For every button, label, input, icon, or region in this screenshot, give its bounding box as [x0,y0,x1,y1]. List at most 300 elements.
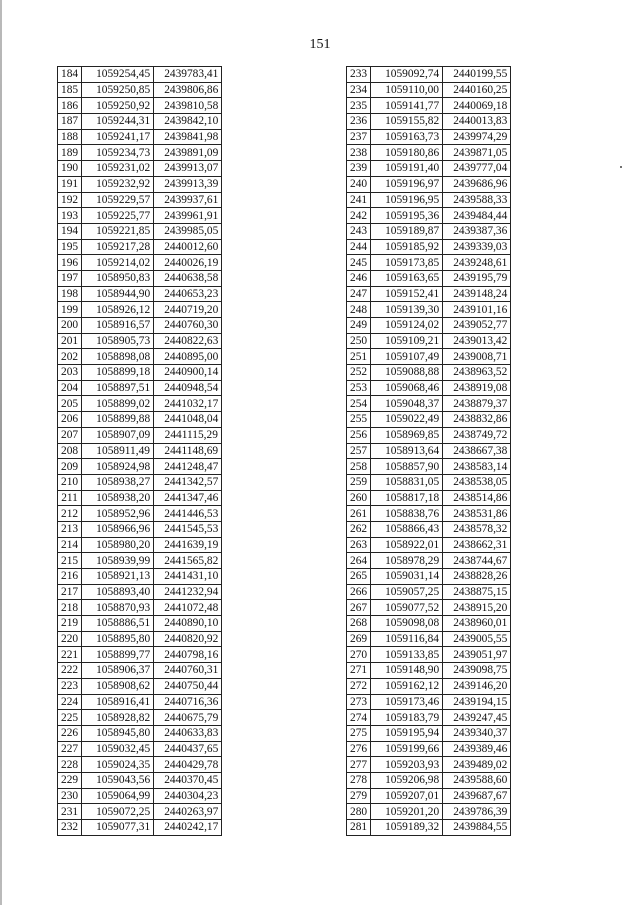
y-coordinate-cell: 2440370,45 [154,772,222,788]
table-row [58,600,222,616]
point-number-cell: 238 [347,145,371,161]
y-coordinate-cell: 2440633,83 [154,725,222,741]
y-coordinate-cell: 2441639,19 [154,537,222,553]
x-coordinate-cell: 1058938,27 [82,474,154,490]
x-coordinate-cell: 1058831,05 [371,474,443,490]
x-coordinate-cell: 1059221,85 [82,223,154,239]
point-number-cell: 191 [58,176,82,192]
point-number-cell: 264 [347,553,371,569]
x-coordinate-cell: 1058899,88 [82,412,154,428]
point-number-cell: 232 [58,820,82,836]
table-row [58,223,222,239]
x-coordinate-cell: 1059180,86 [371,145,443,161]
point-number-cell: 220 [58,631,82,647]
table-row [58,506,222,522]
x-coordinate-cell: 1059234,73 [82,145,154,161]
x-coordinate-cell: 1059124,02 [371,318,443,334]
table-row [347,569,511,585]
x-coordinate-cell: 1059189,32 [371,820,443,836]
x-coordinate-cell: 1058980,20 [82,537,154,553]
point-number-cell: 196 [58,255,82,271]
x-coordinate-cell: 1058899,02 [82,396,154,412]
point-number-cell: 253 [347,380,371,396]
x-coordinate-cell: 1059098,08 [371,616,443,632]
table-row [347,663,511,679]
y-coordinate-cell: 2440263,97 [154,804,222,820]
point-number-cell: 276 [347,741,371,757]
y-coordinate-cell: 2439842,10 [154,114,222,130]
y-coordinate-cell: 2438744,67 [443,553,511,569]
x-coordinate-cell: 1059152,41 [371,286,443,302]
point-number-cell: 221 [58,647,82,663]
table-row [58,98,222,114]
y-coordinate-cell: 2438667,38 [443,443,511,459]
point-number-cell: 266 [347,584,371,600]
point-number-cell: 251 [347,349,371,365]
y-coordinate-cell: 2440900,14 [154,365,222,381]
point-number-cell: 277 [347,757,371,773]
table-row [347,459,511,475]
point-number-cell: 268 [347,616,371,632]
point-number-cell: 275 [347,725,371,741]
y-coordinate-cell: 2439248,61 [443,255,511,271]
x-coordinate-cell: 1059206,98 [371,772,443,788]
point-number-cell: 200 [58,318,82,334]
table-row [347,365,511,381]
table-row [347,506,511,522]
table-row [58,129,222,145]
x-coordinate-cell: 1059155,82 [371,114,443,130]
y-coordinate-cell: 2439195,79 [443,270,511,286]
x-coordinate-cell: 1058966,96 [82,521,154,537]
scan-speck [620,166,622,168]
x-coordinate-cell: 1059207,01 [371,788,443,804]
table-row [58,741,222,757]
x-coordinate-cell: 1058899,18 [82,365,154,381]
x-coordinate-cell: 1058944,90 [82,286,154,302]
y-coordinate-cell: 2441431,10 [154,569,222,585]
point-number-cell: 267 [347,600,371,616]
x-coordinate-cell: 1059068,46 [371,380,443,396]
x-coordinate-cell: 1059109,21 [371,333,443,349]
point-number-cell: 257 [347,443,371,459]
point-number-cell: 274 [347,710,371,726]
y-coordinate-cell: 2438514,86 [443,490,511,506]
point-number-cell: 225 [58,710,82,726]
x-coordinate-cell: 1058924,98 [82,459,154,475]
table-row [58,757,222,773]
x-coordinate-cell: 1058916,41 [82,694,154,710]
x-coordinate-cell: 1058938,20 [82,490,154,506]
point-number-cell: 224 [58,694,82,710]
x-coordinate-cell: 1059057,25 [371,584,443,600]
table-row [347,98,511,114]
table-row [58,318,222,334]
x-coordinate-cell: 1059043,56 [82,772,154,788]
table-row [58,161,222,177]
y-coordinate-cell: 2440437,65 [154,741,222,757]
y-coordinate-cell: 2441115,29 [154,427,222,443]
point-number-cell: 186 [58,98,82,114]
table-row [58,302,222,318]
table-row [347,333,511,349]
x-coordinate-cell: 1058939,99 [82,553,154,569]
point-number-cell: 190 [58,161,82,177]
table-row [58,474,222,490]
table-row [347,804,511,820]
x-coordinate-cell: 1058978,29 [371,553,443,569]
point-number-cell: 255 [347,412,371,428]
y-coordinate-cell: 2440719,20 [154,302,222,318]
page-number: 151 [309,37,331,52]
x-coordinate-cell: 1059196,97 [371,176,443,192]
table-row [58,396,222,412]
y-coordinate-cell: 2439148,24 [443,286,511,302]
point-number-cell: 205 [58,396,82,412]
y-coordinate-cell: 2439051,97 [443,647,511,663]
point-number-cell: 259 [347,474,371,490]
point-number-cell: 184 [58,67,82,83]
point-number-cell: 195 [58,239,82,255]
x-coordinate-cell: 1059088,88 [371,365,443,381]
x-coordinate-cell: 1059024,35 [82,757,154,773]
y-coordinate-cell: 2439005,55 [443,631,511,647]
y-coordinate-cell: 2438915,20 [443,600,511,616]
point-number-cell: 280 [347,804,371,820]
point-number-cell: 262 [347,521,371,537]
point-number-cell: 187 [58,114,82,130]
table-row [347,788,511,804]
point-number-cell: 201 [58,333,82,349]
point-number-cell: 243 [347,223,371,239]
point-number-cell: 236 [347,114,371,130]
point-number-cell: 207 [58,427,82,443]
x-coordinate-cell: 1059022,49 [371,412,443,428]
x-coordinate-cell: 1059203,93 [371,757,443,773]
y-coordinate-cell: 2439052,77 [443,318,511,334]
table-row [347,302,511,318]
table-row [347,678,511,694]
y-coordinate-cell: 2439008,71 [443,349,511,365]
x-coordinate-cell: 1058916,57 [82,318,154,334]
table-row [347,380,511,396]
table-row [58,380,222,396]
table-row [347,67,511,83]
table-row [347,647,511,663]
y-coordinate-cell: 2441347,46 [154,490,222,506]
table-row [347,741,511,757]
y-coordinate-cell: 2439389,46 [443,741,511,757]
y-coordinate-cell: 2439985,05 [154,223,222,239]
point-number-cell: 249 [347,318,371,334]
y-coordinate-cell: 2441148,69 [154,443,222,459]
x-coordinate-cell: 1059092,74 [371,67,443,83]
point-number-cell: 239 [347,161,371,177]
point-number-cell: 252 [347,365,371,381]
x-coordinate-cell: 1059254,45 [82,67,154,83]
x-coordinate-cell: 1059110,00 [371,82,443,98]
table-row [58,820,222,836]
y-coordinate-cell: 2440948,54 [154,380,222,396]
y-coordinate-cell: 2439777,04 [443,161,511,177]
table-row [58,145,222,161]
point-number-cell: 231 [58,804,82,820]
table-row [347,239,511,255]
table-row [347,255,511,271]
x-coordinate-cell: 1058950,83 [82,270,154,286]
point-number-cell: 270 [347,647,371,663]
table-row [58,349,222,365]
x-coordinate-cell: 1058926,12 [82,302,154,318]
table-row [58,255,222,271]
point-number-cell: 193 [58,208,82,224]
table-row [58,270,222,286]
table-row [347,725,511,741]
point-number-cell: 261 [347,506,371,522]
table-row [347,192,511,208]
point-number-cell: 226 [58,725,82,741]
x-coordinate-cell: 1059077,52 [371,600,443,616]
table-row [347,396,511,412]
point-number-cell: 194 [58,223,82,239]
table-row [347,443,511,459]
table-row [347,427,511,443]
y-coordinate-cell: 2441248,47 [154,459,222,475]
point-number-cell: 203 [58,365,82,381]
x-coordinate-cell: 1058899,77 [82,647,154,663]
y-coordinate-cell: 2439101,16 [443,302,511,318]
table-row [347,114,511,130]
point-number-cell: 211 [58,490,82,506]
point-number-cell: 233 [347,67,371,83]
x-coordinate-cell: 1059232,92 [82,176,154,192]
table-row [347,537,511,553]
point-number-cell: 198 [58,286,82,302]
point-number-cell: 215 [58,553,82,569]
point-number-cell: 279 [347,788,371,804]
x-coordinate-cell: 1059139,30 [371,302,443,318]
x-coordinate-cell: 1058928,82 [82,710,154,726]
table-row [58,616,222,632]
y-coordinate-cell: 2440429,78 [154,757,222,773]
x-coordinate-cell: 1058969,85 [371,427,443,443]
y-coordinate-cell: 2439686,96 [443,176,511,192]
table-row [58,333,222,349]
y-coordinate-cell: 2440716,36 [154,694,222,710]
x-coordinate-cell: 1059141,77 [371,98,443,114]
y-coordinate-cell: 2439891,09 [154,145,222,161]
coordinates-table-left [57,66,222,836]
point-number-cell: 189 [58,145,82,161]
x-coordinate-cell: 1059163,73 [371,129,443,145]
x-coordinate-cell: 1059032,45 [82,741,154,757]
x-coordinate-cell: 1058952,96 [82,506,154,522]
table-row [347,490,511,506]
y-coordinate-cell: 2439783,41 [154,67,222,83]
x-coordinate-cell: 1058893,40 [82,584,154,600]
table-row [58,286,222,302]
x-coordinate-cell: 1059217,28 [82,239,154,255]
point-number-cell: 273 [347,694,371,710]
point-number-cell: 222 [58,663,82,679]
table-row [58,365,222,381]
point-number-cell: 235 [347,98,371,114]
table-row [347,631,511,647]
y-coordinate-cell: 2439588,60 [443,772,511,788]
x-coordinate-cell: 1058870,93 [82,600,154,616]
y-coordinate-cell: 2439841,98 [154,129,222,145]
table-row [347,270,511,286]
table-row [58,412,222,428]
table-row [347,176,511,192]
y-coordinate-cell: 2439961,91 [154,208,222,224]
x-coordinate-cell: 1059163,65 [371,270,443,286]
y-coordinate-cell: 2440822,63 [154,333,222,349]
x-coordinate-cell: 1058838,76 [371,506,443,522]
y-coordinate-cell: 2439339,03 [443,239,511,255]
table-row [347,318,511,334]
y-coordinate-cell: 2440069,18 [443,98,511,114]
x-coordinate-cell: 1059199,66 [371,741,443,757]
x-coordinate-cell: 1058907,09 [82,427,154,443]
y-coordinate-cell: 2438919,08 [443,380,511,396]
x-coordinate-cell: 1058945,80 [82,725,154,741]
x-coordinate-cell: 1058895,80 [82,631,154,647]
y-coordinate-cell: 2439247,45 [443,710,511,726]
point-number-cell: 218 [58,600,82,616]
table-row [58,710,222,726]
y-coordinate-cell: 2439588,33 [443,192,511,208]
table-row [347,820,511,836]
x-coordinate-cell: 1058921,13 [82,569,154,585]
x-coordinate-cell: 1059241,17 [82,129,154,145]
y-coordinate-cell: 2439937,61 [154,192,222,208]
y-coordinate-cell: 2439871,05 [443,145,511,161]
x-coordinate-cell: 1058866,43 [371,521,443,537]
y-coordinate-cell: 2438875,15 [443,584,511,600]
table-row [58,427,222,443]
table-row [58,772,222,788]
point-number-cell: 272 [347,678,371,694]
table-row [347,161,511,177]
x-coordinate-cell: 1059229,57 [82,192,154,208]
x-coordinate-cell: 1059162,12 [371,678,443,694]
point-number-cell: 199 [58,302,82,318]
point-number-cell: 214 [58,537,82,553]
point-number-cell: 192 [58,192,82,208]
y-coordinate-cell: 2440760,30 [154,318,222,334]
table-row [58,82,222,98]
y-coordinate-cell: 2438749,72 [443,427,511,443]
x-coordinate-cell: 1059250,85 [82,82,154,98]
x-coordinate-cell: 1058898,08 [82,349,154,365]
table-row [58,443,222,459]
x-coordinate-cell: 1059077,31 [82,820,154,836]
y-coordinate-cell: 2439013,42 [443,333,511,349]
y-coordinate-cell: 2439687,67 [443,788,511,804]
y-coordinate-cell: 2438662,31 [443,537,511,553]
table-row [58,678,222,694]
point-number-cell: 237 [347,129,371,145]
point-number-cell: 216 [58,569,82,585]
y-coordinate-cell: 2439098,75 [443,663,511,679]
point-number-cell: 244 [347,239,371,255]
y-coordinate-cell: 2439484,44 [443,208,511,224]
table-row [58,208,222,224]
y-coordinate-cell: 2439786,39 [443,804,511,820]
y-coordinate-cell: 2439146,20 [443,678,511,694]
x-coordinate-cell: 1059250,92 [82,98,154,114]
table-row [347,584,511,600]
x-coordinate-cell: 1059185,92 [371,239,443,255]
y-coordinate-cell: 2440890,10 [154,616,222,632]
x-coordinate-cell: 1058817,18 [371,490,443,506]
y-coordinate-cell: 2441048,04 [154,412,222,428]
table-row [58,584,222,600]
x-coordinate-cell: 1058905,73 [82,333,154,349]
y-coordinate-cell: 2439340,37 [443,725,511,741]
x-coordinate-cell: 1059031,14 [371,569,443,585]
point-number-cell: 242 [347,208,371,224]
table-row [347,223,511,239]
table-row [58,553,222,569]
point-number-cell: 204 [58,380,82,396]
y-coordinate-cell: 2440013,83 [443,114,511,130]
table-row [58,521,222,537]
scan-edge [0,0,2,905]
x-coordinate-cell: 1059201,20 [371,804,443,820]
y-coordinate-cell: 2441446,53 [154,506,222,522]
table-row [58,663,222,679]
x-coordinate-cell: 1059195,36 [371,208,443,224]
y-coordinate-cell: 2440199,55 [443,67,511,83]
x-coordinate-cell: 1059064,99 [82,788,154,804]
table-row [347,757,511,773]
table-row [347,521,511,537]
y-coordinate-cell: 2438879,37 [443,396,511,412]
point-number-cell: 248 [347,302,371,318]
point-number-cell: 219 [58,616,82,632]
point-number-cell: 228 [58,757,82,773]
table-row [58,631,222,647]
point-number-cell: 269 [347,631,371,647]
y-coordinate-cell: 2438960,01 [443,616,511,632]
table-row [58,537,222,553]
point-number-cell: 188 [58,129,82,145]
x-coordinate-cell: 1058857,90 [371,459,443,475]
table-row [58,725,222,741]
point-number-cell: 208 [58,443,82,459]
y-coordinate-cell: 2440160,25 [443,82,511,98]
table-row [347,208,511,224]
table-row [347,412,511,428]
y-coordinate-cell: 2438531,86 [443,506,511,522]
x-coordinate-cell: 1059191,40 [371,161,443,177]
x-coordinate-cell: 1059231,02 [82,161,154,177]
point-number-cell: 260 [347,490,371,506]
point-number-cell: 185 [58,82,82,98]
coordinates-table-right [346,66,511,836]
y-coordinate-cell: 2440675,79 [154,710,222,726]
y-coordinate-cell: 2440760,31 [154,663,222,679]
y-coordinate-cell: 2438578,32 [443,521,511,537]
y-coordinate-cell: 2439974,29 [443,129,511,145]
table-row [58,788,222,804]
y-coordinate-cell: 2440026,19 [154,255,222,271]
x-coordinate-cell: 1059116,84 [371,631,443,647]
y-coordinate-cell: 2438963,52 [443,365,511,381]
point-number-cell: 247 [347,286,371,302]
